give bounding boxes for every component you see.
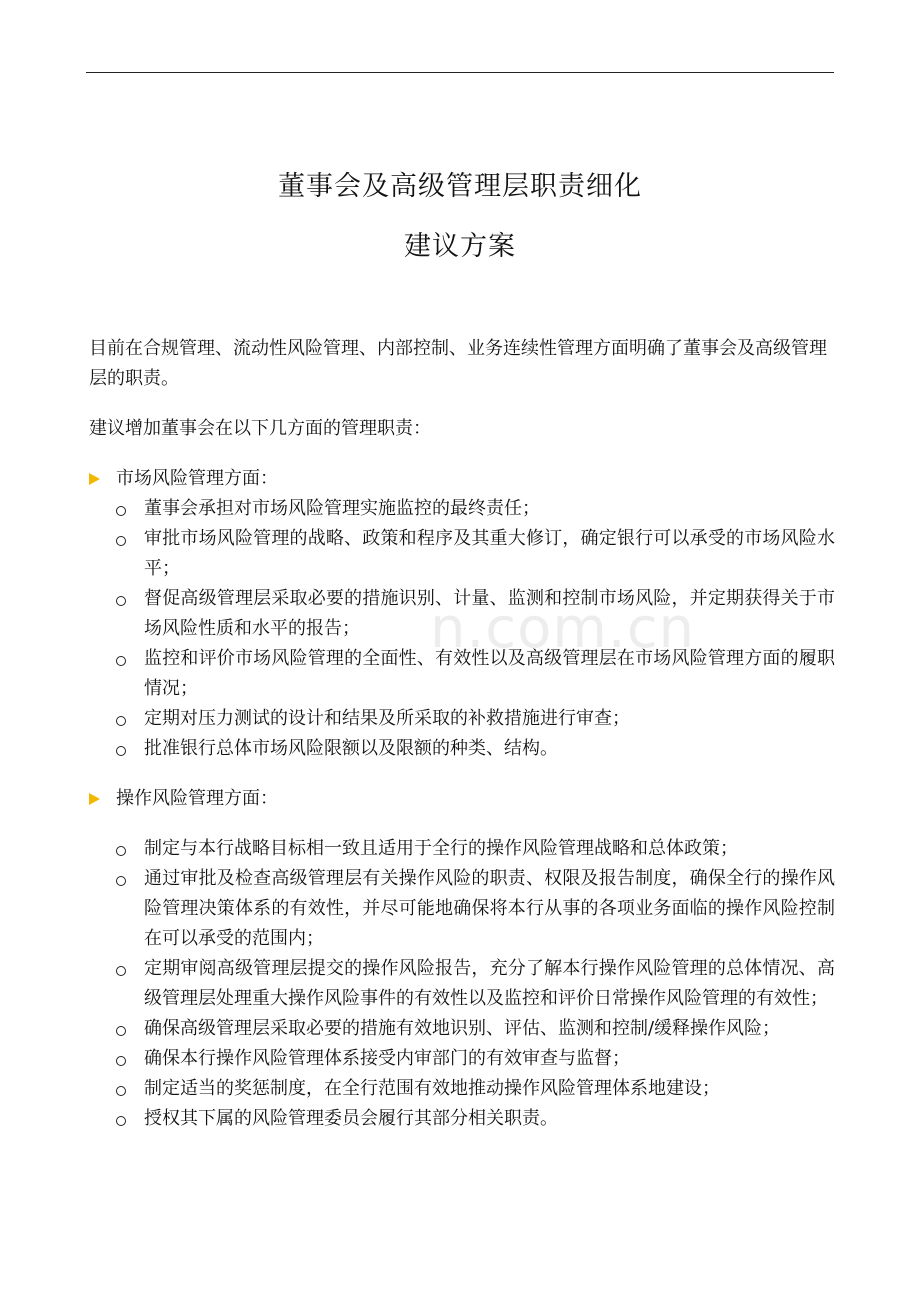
list-item xyxy=(89,1044,835,1074)
section-item-list xyxy=(89,494,835,764)
section-market-risk xyxy=(89,464,835,764)
section-label: 操作风险管理方面： xyxy=(116,788,278,809)
list-item xyxy=(89,494,835,524)
list-item xyxy=(89,704,835,734)
list-item xyxy=(89,734,835,764)
circle-bullet-icon xyxy=(116,1026,126,1036)
circle-bullet-icon xyxy=(116,506,126,516)
list-item xyxy=(89,524,835,584)
circle-bullet-icon xyxy=(116,656,126,666)
arrow-bullet-icon xyxy=(89,793,100,805)
list-item-text: 确保本行操作风险管理体系接受内审部门的有效审查与监督； xyxy=(144,1048,630,1069)
section-heading xyxy=(89,464,835,494)
list-item-text: 审批市场风险管理的战略、政策和程序及其重大修订，确定银行可以承受的市场风险水平； xyxy=(144,528,835,579)
list-item xyxy=(89,1014,835,1044)
list-item xyxy=(89,954,835,1014)
circle-bullet-icon xyxy=(116,1086,126,1096)
document-subtitle: 建议方案 xyxy=(404,231,516,262)
list-item xyxy=(89,864,835,954)
circle-bullet-icon xyxy=(116,1116,126,1126)
section-label: 市场风险管理方面： xyxy=(116,468,278,489)
section-operational-risk xyxy=(89,784,835,1134)
document-title: 董事会及高级管理层职责细化 xyxy=(278,171,642,202)
list-item xyxy=(89,1074,835,1104)
list-item-text: 定期对压力测试的设计和结果及所采取的补救措施进行审查； xyxy=(144,708,630,729)
section-item-list xyxy=(89,834,835,1134)
list-item-text: 授权其下属的风险管理委员会履行其部分相关职责。 xyxy=(144,1108,558,1129)
circle-bullet-icon xyxy=(116,876,126,886)
watermark-text: n.com.cn xyxy=(430,596,695,661)
list-item-text: 制定适当的奖惩制度，在全行范围有效地推动操作风险管理体系地建设； xyxy=(144,1078,720,1099)
circle-bullet-icon xyxy=(116,966,126,976)
list-item-text: 通过审批及检查高级管理层有关操作风险的职责、权限及报告制度，确保全行的操作风险管理决策体系的有效性，并尽可能地确保将本行从事的各项业务面临的操作风险控制在可以承受的范围内； xyxy=(144,868,835,949)
header-rule xyxy=(86,72,834,73)
list-item xyxy=(89,1104,835,1134)
list-item xyxy=(89,834,835,864)
list-item-text: 督促高级管理层采取必要的措施识别、计量、监测和控制市场风险，并定期获得关于市场风险性质和水平的报告； xyxy=(144,588,835,639)
circle-bullet-icon xyxy=(116,746,126,756)
circle-bullet-icon xyxy=(116,716,126,726)
arrow-bullet-icon xyxy=(89,473,100,485)
section-heading xyxy=(89,784,835,814)
list-item-text: 监控和评价市场风险管理的全面性、有效性以及高级管理层在市场风险管理方面的履职情况； xyxy=(144,648,835,699)
list-item xyxy=(89,584,835,644)
circle-bullet-icon xyxy=(116,846,126,856)
list-item-text: 制定与本行战略目标相一致且适用于全行的操作风险管理战略和总体政策； xyxy=(144,838,738,859)
list-item-text: 批准银行总体市场风险限额以及限额的种类、结构。 xyxy=(144,738,558,759)
list-item xyxy=(89,644,835,704)
list-item-text: 确保高级管理层采取必要的措施有效地识别、评估、监测和控制/缓释操作风险； xyxy=(144,1018,781,1039)
circle-bullet-icon xyxy=(116,596,126,606)
circle-bullet-icon xyxy=(116,1056,126,1066)
list-item-text: 董事会承担对市场风险管理实施监控的最终责任； xyxy=(144,498,540,519)
document-body xyxy=(89,334,835,1134)
intro-paragraph: 目前在合规管理、流动性风险管理、内部控制、业务连续性管理方面明确了董事会及高级管理层的职责。 xyxy=(89,338,827,389)
circle-bullet-icon xyxy=(116,536,126,546)
list-item-text: 定期审阅高级管理层提交的操作风险报告，充分了解本行操作风险管理的总体情况、高级管理层处理重大操作风险事件的有效性以及监控和评价日常操作风险管理的有效性； xyxy=(144,958,835,1009)
suggestion-paragraph: 建议增加董事会在以下几方面的管理职责： xyxy=(89,418,431,439)
